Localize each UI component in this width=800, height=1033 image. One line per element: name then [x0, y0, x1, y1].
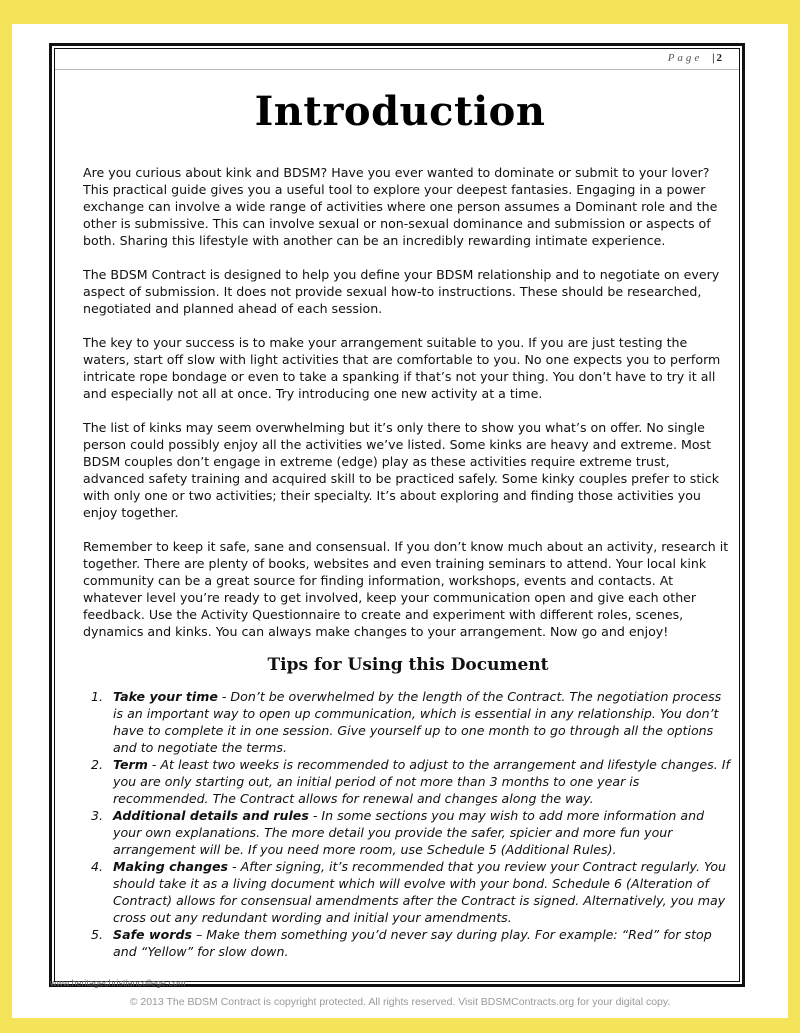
- tip-text: - In some sections you may wish to add more information and your own explanations. The more detail you provide the safer, spicier and more fun your arrangement will be. If you need more room, use Schedule 5 (Additional Rules).: [113, 808, 705, 857]
- tips-list: [83, 688, 733, 960]
- paragraph: The BDSM Contract is designed to help you define your BDSM relationship and to negotiate on every aspect of submission. It does not provide sexual how-to instructions. These should be researched, negotiated and planned ahead of each session.: [83, 267, 720, 316]
- page-number: 2: [716, 52, 722, 64]
- tip-term: Take your time: [113, 689, 218, 704]
- tip-item: [83, 858, 733, 926]
- tip-text: – Make them something you’d never say during play. For example: “Red” for stop and “Yellow” for slow down.: [113, 927, 712, 959]
- tip-item: [83, 756, 733, 807]
- tip-number: 3.: [91, 808, 104, 823]
- tip-item: [83, 688, 733, 756]
- header-divider: [55, 69, 739, 70]
- copyright-footer: © 2013 The BDSM Contract is copyright protected. All rights reserved. Visit BDSMContracts.org for your digital copy.: [129, 996, 671, 1008]
- paragraph: The list of kinks may seem overwhelming but it’s only there to show you what’s on offer. No single person could possibly enjoy all the activities we’ve listed. Some kinks are heavy and extreme. Most BDSM couples don’t engage in extreme (edge) play as these activities require extreme trust, advanced safety training and acquired skill to be practiced safely. Some kinky couples prefer to stick with only one or two activities; their specialty. It’s about exploring and finding those activities you enjoy together.: [83, 420, 720, 520]
- paragraph: Are you curious about kink and BDSM? Have you ever wanted to dominate or submit to your lover? This practical guide gives you a useful tool to explore your deepest fantasies. Engaging in a power exchange can involve a wide range of activities where one person assumes a Dominant role and the other is submissive. This can involve sexual or non-sexual dominance and submission or aspects of both. Sharing this lifestyle with another can be an incredibly rewarding intimate experience.: [83, 165, 718, 248]
- page-label: Page: [667, 52, 703, 64]
- tips-heading: Tips for Using this Document: [267, 655, 549, 675]
- source-watermark: www.heritagechristiancollege.com: [50, 978, 186, 988]
- tip-item: [83, 926, 733, 960]
- tip-number: 5.: [91, 927, 104, 942]
- tip-item: [83, 807, 733, 858]
- paragraph: The key to your success is to make your arrangement suitable to you. If you are just testing the waters, start off slow with light activities that are comfortable to you. No one expects you to perform intricate rope bondage or even to take a spanking if that’s not your thing. You don’t have to try it all and especially not all at once. Try introducing one new activity at a time.: [83, 335, 721, 401]
- tip-text: - After signing, it’s recommended that you review your Contract regularly. You should take it as a living document which will evolve with your bond. Schedule 6 (Alteration of Contract) allows for consensual amendments after the Contract is signed. Alternatively, you may cross out any redundant wording and initial your amendments.: [113, 859, 727, 925]
- document-body: [83, 164, 733, 960]
- tip-term: Safe words: [113, 927, 192, 942]
- tip-number: 4.: [91, 859, 104, 874]
- tip-text: - Don’t be overwhelmed by the length of the Contract. The negotiation process is an important way to open up communication, which is essential in any relationship. You don’t have to complete it in one session. Give yourself up to one month to go through all the options and to negotiate the terms.: [113, 689, 722, 755]
- page-number-header: [668, 52, 722, 64]
- page-separator: |: [712, 52, 715, 64]
- paragraph: Remember to keep it safe, sane and consensual. If you don’t know much about an activity, research it together. There are plenty of books, websites and even training seminars to attend. Your local kink community can be a great source for finding information, workshops, events and contacts. At whatever level you’re ready to get involved, keep your communication open and give each other feedback. Use the Activity Questionnaire to create and experiment with different roles, scenes, dynamics and kinks. You can always make changes to your arrangement. Now go and enjoy!: [83, 539, 729, 639]
- tip-text: - At least two weeks is recommended to adjust to the arrangement and lifestyle changes. If you are only starting out, an initial period of not more than 3 months to one year is recommended. The Contract allows for renewal and changes along the way.: [113, 757, 730, 806]
- tip-number: 2.: [91, 757, 104, 772]
- document-page: [12, 24, 788, 1018]
- tip-term: Term: [113, 757, 148, 772]
- tip-term: Additional details and rules: [113, 808, 309, 823]
- tip-number: 1.: [91, 689, 104, 704]
- page-title: Introduction: [254, 88, 546, 135]
- tip-term: Making changes: [113, 859, 229, 874]
